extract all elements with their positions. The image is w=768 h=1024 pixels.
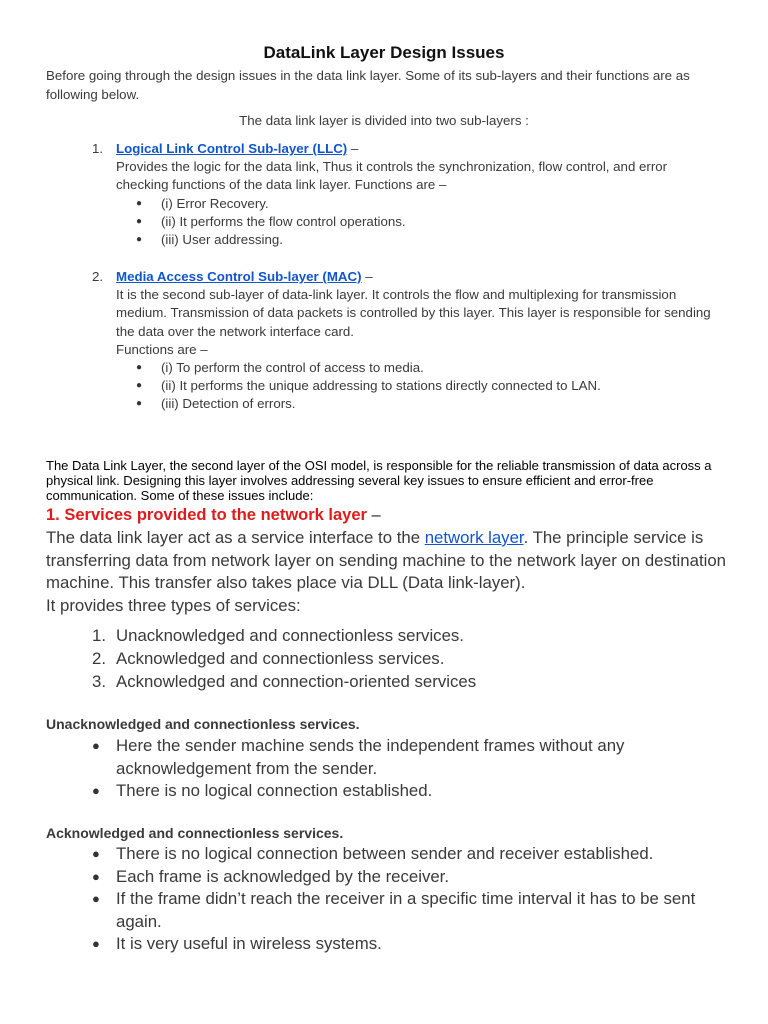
llc-dash: – xyxy=(347,141,359,156)
llc-link[interactable]: Logical Link Control Sub-layer (LLC) xyxy=(116,141,348,156)
list-item: ● (i) Error Recovery. xyxy=(136,195,712,213)
list-text: Acknowledged and connection-oriented services xyxy=(116,671,477,691)
mac-dash: – xyxy=(361,269,373,284)
llc-number: 1. xyxy=(92,141,104,156)
list-item xyxy=(92,625,476,648)
mac-number: 2. xyxy=(92,269,104,284)
services-text-start: The data link layer act as a service interface to the xyxy=(46,528,425,547)
mac-function-list xyxy=(136,359,712,414)
list-item: ● Here the sender machine sends the independent frames without any acknowledgement from the sender. xyxy=(92,735,722,780)
list-item: ● (ii) It performs the flow control operations. xyxy=(136,213,712,231)
list-item: ● (iii) Detection of errors. xyxy=(136,395,712,413)
ack-list xyxy=(92,843,722,956)
osi-paragraph: The Data Link Layer, the second layer of the OSI model, is responsible for the reliable transmission of data across a physical link. Designing this layer involves addressing several key issues to ensure efficient and error-free communication. Some of these issues include: xyxy=(46,458,712,503)
mac-link[interactable]: Media Access Control Sub-layer (MAC) xyxy=(116,269,362,284)
llc-section xyxy=(92,140,712,249)
mac-section xyxy=(92,268,712,414)
list-number: 1. xyxy=(92,626,106,645)
network-layer-link[interactable]: network layer xyxy=(424,528,524,547)
list-number: 2. xyxy=(92,648,106,668)
services-heading-dash: – xyxy=(366,506,381,524)
unack-list xyxy=(92,735,722,803)
intro-paragraph: Before going through the design issues in the data link layer. Some of its sub-layers and their functions are as following below. xyxy=(46,68,690,102)
ack-heading: Acknowledged and connectionless services. xyxy=(46,825,344,841)
mac-description: It is the second sub-layer of data-link layer. It controls the flow and multiplexing for transmission medium. Transmission of data packets is controlled by this layer. This layer is responsible for sending the data over the network interface card. xyxy=(116,287,711,339)
services-paragraph xyxy=(46,527,736,595)
services-heading-text: 1. Services provided to the network layer xyxy=(46,506,367,524)
list-item: ● If the frame didn’t reach the receiver in a specific time interval it has to be sent again. xyxy=(92,888,722,933)
list-text: Acknowledged and connectionless services. xyxy=(116,648,445,668)
list-item: ● It is very useful in wireless systems. xyxy=(92,933,722,956)
sublayers-intro: The data link layer is divided into two sub-layers : xyxy=(239,113,529,128)
service-types-list xyxy=(92,625,476,693)
services-heading xyxy=(46,506,381,525)
list-item: ● (iii) User addressing. xyxy=(136,231,712,249)
services-text-end: . The principle service is transferring data from network layer on sending machine to the network layer on destination machine. This transfer also takes place via DLL (Data link-layer). xyxy=(46,528,727,592)
list-item xyxy=(92,671,476,694)
service-types-intro: It provides three types of services: xyxy=(46,596,301,615)
llc-description: Provides the logic for the data link, Thus it controls the synchronization, flow control, and error checking functions of the data link layer. Functions are – xyxy=(116,159,668,193)
list-item: ● There is no logical connection established. xyxy=(92,780,722,803)
list-text: Unacknowledged and connectionless services. xyxy=(116,626,464,645)
list-item: ● There is no logical connection between sender and receiver established. xyxy=(92,843,722,866)
mac-functions-label: Functions are – xyxy=(116,341,208,357)
llc-function-list xyxy=(136,195,712,250)
page-title: DataLink Layer Design Issues xyxy=(263,43,505,62)
list-item: ● (ii) It performs the unique addressing to stations directly connected to LAN. xyxy=(136,377,712,395)
list-item: ● Each frame is acknowledged by the receiver. xyxy=(92,866,722,889)
list-item: ● (i) To perform the control of access to media. xyxy=(136,359,712,377)
list-item xyxy=(92,648,476,671)
unack-heading: Unacknowledged and connectionless services. xyxy=(46,716,360,732)
list-number: 3. xyxy=(92,671,106,691)
